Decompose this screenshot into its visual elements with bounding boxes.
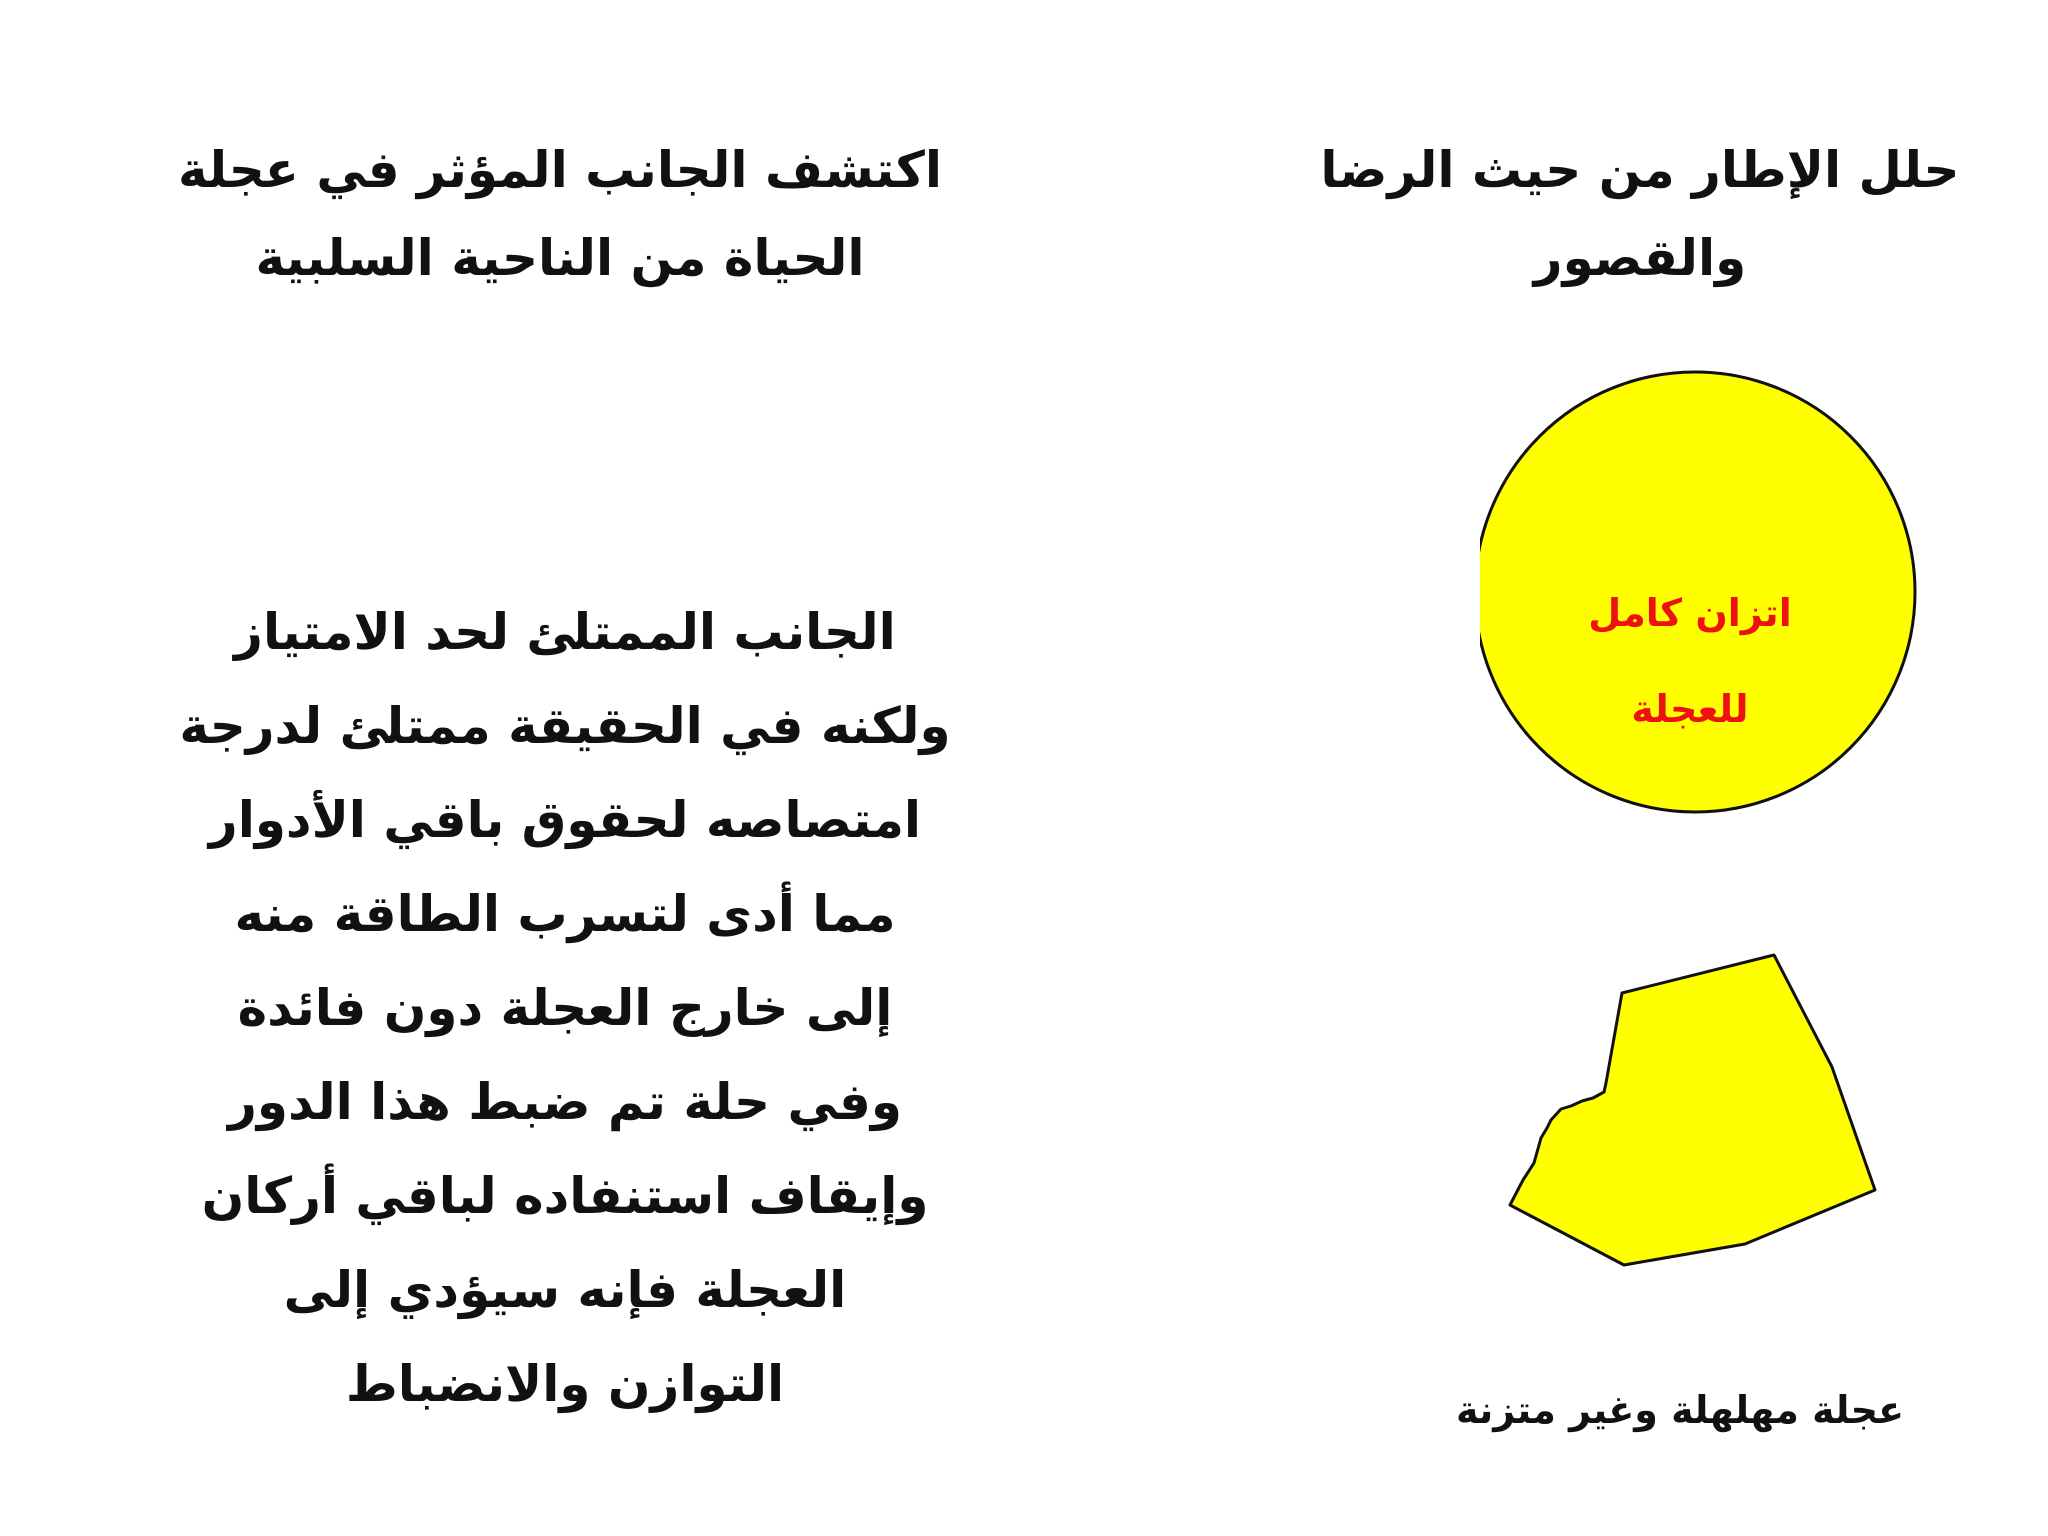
wheels-figure — [1480, 370, 1940, 1290]
unbalanced-wheel-caption: عجلة مهلهلة وغير متزنة — [1455, 1388, 1905, 1432]
paragraph-line: الجانب الممتلئ لحد الامتياز — [234, 603, 896, 661]
left-heading-line-2: الحياة من الناحية السلبية — [255, 229, 865, 287]
explanation-paragraph — [140, 585, 990, 1431]
paragraph-line: وفي حلة تم ضبط هذا الدور — [228, 1073, 902, 1131]
right-heading — [1290, 126, 1990, 302]
unbalanced-wheel-shape — [1510, 955, 1875, 1265]
right-heading-line-1: حلل الإطار من حيث الرضا — [1320, 141, 1960, 199]
balanced-wheel-label — [1560, 565, 1820, 757]
paragraph-line: وإيقاف استنفاده لباقي أركان — [201, 1167, 929, 1225]
paragraph-line: امتصاصه لحقوق باقي الأدوار — [208, 791, 922, 849]
paragraph-line: ولكنه في الحقيقة ممتلئ لدرجة — [179, 697, 951, 755]
balanced-wheel-label-line-2: للعجلة — [1631, 687, 1749, 731]
right-heading-line-2: والقصور — [1533, 229, 1747, 287]
paragraph-line: العجلة فإنه سيؤدي إلى — [283, 1261, 847, 1319]
balanced-wheel-label-line-1: اتزان كامل — [1588, 591, 1792, 635]
left-heading-line-1: اكتشف الجانب المؤثر في عجلة — [177, 141, 942, 199]
paragraph-line: إلى خارج العجلة دون فائدة — [237, 979, 893, 1037]
left-heading — [150, 126, 970, 302]
paragraph-line: مما أدى لتسرب الطاقة منه — [234, 885, 896, 943]
paragraph-line: التوازن والانضباط — [345, 1355, 785, 1413]
